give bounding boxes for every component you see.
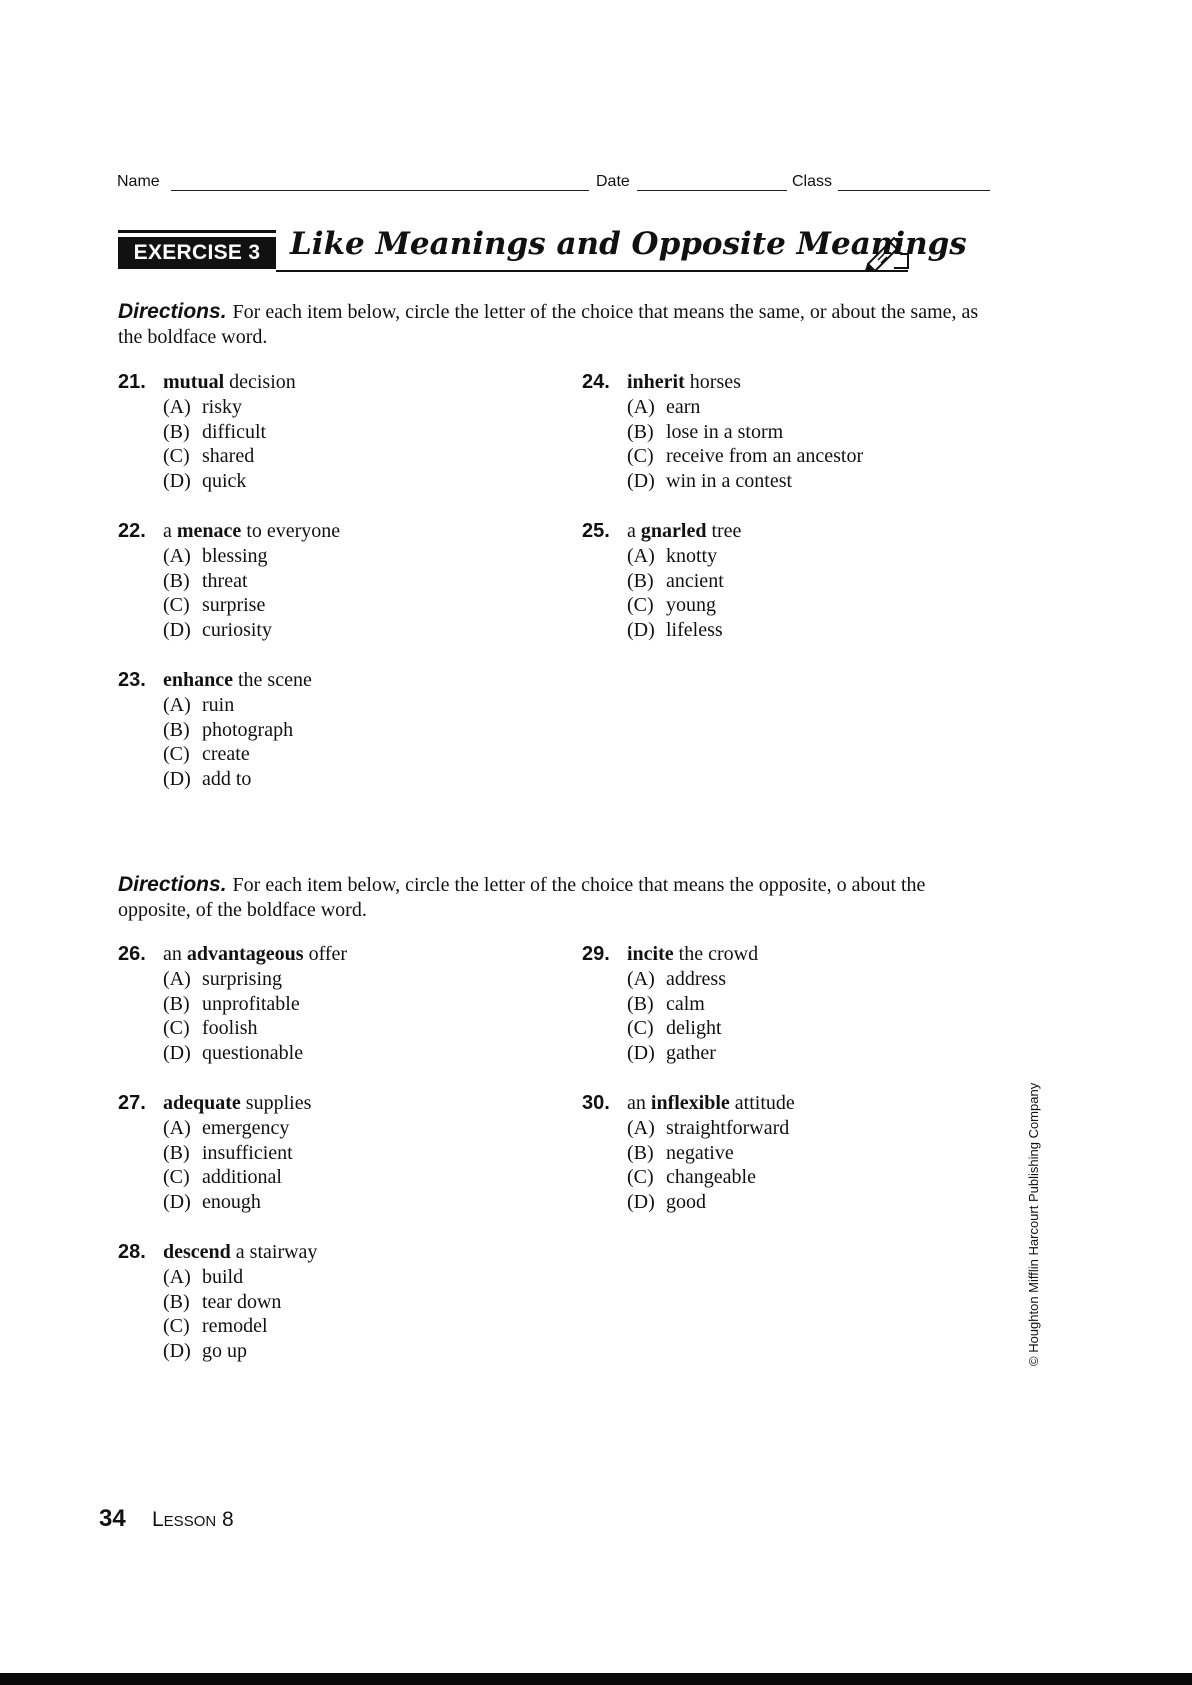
choice-text: threat — [202, 569, 248, 592]
directions-label: Directions. — [118, 300, 227, 323]
choice-c[interactable] — [627, 444, 863, 469]
choice-text: go up — [202, 1339, 247, 1362]
question-number: 30. — [582, 1092, 610, 1114]
choice-b[interactable] — [627, 420, 863, 445]
choice-c[interactable] — [627, 593, 741, 618]
choice-letter: (B) — [163, 718, 190, 741]
choice-text: remodel — [202, 1315, 268, 1338]
choice-letter: (A) — [627, 968, 655, 990]
name-field[interactable] — [171, 190, 589, 191]
boldface-word: adequate — [163, 1092, 241, 1114]
choice-text: ruin — [202, 694, 235, 716]
choice-a[interactable] — [163, 544, 340, 569]
choice-c[interactable] — [163, 1016, 347, 1041]
choice-letter: (C) — [627, 445, 654, 468]
choice-letter: (D) — [163, 469, 191, 492]
exercise-title: Like Meanings and Opposite Meanings — [290, 226, 967, 262]
choice-a[interactable] — [163, 395, 296, 420]
question-prefix: an — [163, 943, 187, 965]
choice-letter: (A) — [163, 1266, 191, 1288]
choice-text: add to — [202, 767, 252, 790]
choice-d[interactable] — [627, 469, 863, 494]
choice-letter: (A) — [163, 968, 191, 990]
choice-b[interactable] — [627, 569, 741, 594]
choice-b[interactable] — [627, 992, 758, 1017]
choice-letter: (D) — [163, 767, 191, 790]
choice-c[interactable] — [627, 1165, 795, 1190]
choice-d[interactable] — [163, 1339, 317, 1364]
choice-letter: (C) — [627, 594, 654, 617]
choice-letter: (A) — [163, 1117, 191, 1139]
choice-text: lose in a storm — [666, 420, 784, 443]
boldface-word: incite — [627, 943, 674, 965]
choice-text: surprise — [202, 594, 266, 617]
choice-d[interactable] — [163, 469, 296, 494]
choice-text: knotty — [666, 545, 718, 567]
choice-letter: (C) — [163, 1166, 190, 1189]
choice-b[interactable] — [163, 420, 296, 445]
question-30 — [582, 1091, 795, 1214]
choice-a[interactable] — [163, 967, 347, 992]
question-number: 21. — [118, 371, 146, 393]
choice-letter: (B) — [627, 569, 654, 592]
directions-opposite — [118, 872, 1000, 923]
choice-b[interactable] — [163, 1290, 317, 1315]
choice-text: blessing — [202, 545, 268, 567]
question-29 — [582, 942, 758, 1065]
question-25 — [582, 519, 741, 642]
question-27 — [118, 1091, 311, 1214]
choice-letter: (C) — [627, 1017, 654, 1040]
question-suffix: horses — [684, 371, 741, 393]
choice-letter: (C) — [627, 1166, 654, 1189]
choice-text: good — [666, 1190, 706, 1213]
question-suffix: the crowd — [673, 943, 759, 965]
choice-letter: (D) — [163, 618, 191, 641]
choice-c[interactable] — [163, 742, 312, 767]
question-22 — [118, 519, 340, 642]
boldface-word: mutual — [163, 371, 225, 393]
choice-text: enough — [202, 1190, 261, 1213]
choice-letter: (D) — [163, 1339, 191, 1362]
choice-text: difficult — [202, 420, 267, 443]
choice-letter: (A) — [627, 545, 655, 567]
boldface-word: inflexible — [650, 1092, 730, 1114]
choice-text: questionable — [202, 1041, 304, 1064]
choice-text: additional — [202, 1166, 282, 1189]
boldface-word: advantageous — [186, 943, 304, 965]
lesson-label: Lesson 8 — [152, 1508, 234, 1531]
choice-text: surprising — [202, 968, 282, 990]
question-number: 26. — [118, 943, 146, 965]
choice-d[interactable] — [627, 1041, 758, 1066]
choice-text: tear down — [202, 1290, 282, 1313]
choice-letter: (D) — [627, 1190, 655, 1213]
choice-text: earn — [666, 396, 701, 418]
question-suffix: a stairway — [230, 1241, 318, 1263]
choice-text: receive from an ancestor — [666, 445, 864, 468]
choice-letter: (B) — [163, 1290, 190, 1313]
choice-text: changeable — [666, 1166, 756, 1189]
question-24 — [582, 370, 863, 493]
exercise-badge: EXERCISE 3 — [118, 237, 276, 269]
question-number: 28. — [118, 1241, 146, 1263]
choice-text: young — [666, 594, 716, 617]
choice-letter: (D) — [163, 1041, 191, 1064]
page-number: 34 — [99, 1505, 126, 1532]
choice-letter: (B) — [163, 992, 190, 1015]
boldface-word: gnarled — [640, 520, 707, 542]
choice-letter: (C) — [163, 1017, 190, 1040]
question-suffix: supplies — [240, 1092, 312, 1114]
choice-text: delight — [666, 1017, 722, 1040]
choice-letter: (A) — [627, 396, 655, 418]
choice-letter: (D) — [627, 618, 655, 641]
choice-letter: (C) — [163, 445, 190, 468]
choice-a[interactable] — [163, 1116, 311, 1141]
choice-d[interactable] — [163, 618, 340, 643]
question-number: 27. — [118, 1092, 146, 1114]
choice-a[interactable] — [163, 1265, 317, 1290]
question-suffix: the scene — [233, 669, 312, 691]
question-number: 23. — [118, 669, 146, 691]
question-suffix: attitude — [729, 1092, 795, 1114]
choice-a[interactable] — [627, 544, 741, 569]
boldface-word: menace — [176, 520, 242, 542]
scan-edge-bar — [0, 1673, 1192, 1685]
choice-letter: (C) — [163, 594, 190, 617]
question-prefix: an — [627, 1092, 651, 1114]
choice-d[interactable] — [163, 1041, 347, 1066]
question-suffix: decision — [224, 371, 296, 393]
choice-d[interactable] — [627, 1190, 795, 1215]
choice-b[interactable] — [627, 1141, 795, 1166]
boldface-word: inherit — [627, 371, 685, 393]
pencil-writing-icon — [864, 236, 912, 277]
choice-text: negative — [666, 1141, 734, 1164]
choice-d[interactable] — [627, 618, 741, 643]
question-number: 24. — [582, 371, 610, 393]
class-field[interactable] — [838, 190, 990, 191]
date-field[interactable] — [637, 190, 787, 191]
choice-text: win in a contest — [666, 469, 793, 492]
question-21 — [118, 370, 296, 493]
date-label: Date — [596, 173, 630, 190]
question-23 — [118, 668, 312, 791]
question-prefix: a — [627, 520, 641, 542]
boldface-word: descend — [163, 1241, 231, 1263]
question-26 — [118, 942, 347, 1065]
choice-c[interactable] — [163, 1314, 317, 1339]
directions-text: For each item below, circle the letter of the choice that means the opposite, o about the opposite, of the boldface word. — [118, 874, 926, 921]
choice-d[interactable] — [163, 1190, 311, 1215]
choice-c[interactable] — [627, 1016, 758, 1041]
question-suffix: offer — [303, 943, 348, 965]
choice-text: shared — [202, 445, 255, 468]
name-label: Name — [117, 173, 160, 190]
choice-letter: (B) — [163, 569, 190, 592]
choice-text: lifeless — [666, 618, 723, 641]
choice-a[interactable] — [627, 395, 863, 420]
choice-b[interactable] — [163, 992, 347, 1017]
choice-letter: (D) — [627, 469, 655, 492]
choice-b[interactable] — [163, 718, 312, 743]
boldface-word: enhance — [163, 669, 233, 691]
choice-letter: (A) — [163, 694, 191, 716]
choice-text: calm — [666, 992, 705, 1015]
choice-text: build — [202, 1266, 244, 1288]
question-28 — [118, 1240, 317, 1363]
copyright-notice: © Houghton Mifflin Harcourt Publishing Company — [1026, 1082, 1041, 1366]
choice-a[interactable] — [163, 693, 312, 718]
choice-text: straightforward — [666, 1117, 790, 1139]
choice-text: unprofitable — [202, 992, 300, 1015]
choice-letter: (D) — [627, 1041, 655, 1064]
directions-label: Directions. — [118, 873, 227, 896]
choice-text: photograph — [202, 718, 294, 741]
choice-letter: (B) — [627, 420, 654, 443]
choice-text: emergency — [202, 1117, 290, 1139]
choice-letter: (A) — [163, 545, 191, 567]
title-top-rule — [118, 230, 276, 233]
choice-letter: (C) — [163, 743, 190, 766]
choice-text: curiosity — [202, 618, 272, 641]
choice-letter: (A) — [163, 396, 191, 418]
choice-a[interactable] — [627, 967, 758, 992]
choice-letter: (B) — [163, 1141, 190, 1164]
choice-letter: (B) — [163, 420, 190, 443]
choice-c[interactable] — [163, 593, 340, 618]
choice-b[interactable] — [163, 569, 340, 594]
choice-letter: (D) — [163, 1190, 191, 1213]
choice-letter: (B) — [627, 992, 654, 1015]
choice-text: foolish — [202, 1017, 258, 1040]
question-suffix: tree — [706, 520, 742, 542]
choice-b[interactable] — [163, 1141, 311, 1166]
title-underline — [276, 270, 908, 272]
question-number: 29. — [582, 943, 610, 965]
choice-d[interactable] — [163, 767, 312, 792]
choice-text: risky — [202, 396, 242, 418]
choice-text: quick — [202, 469, 247, 492]
choice-text: gather — [666, 1041, 716, 1064]
choice-c[interactable] — [163, 1165, 311, 1190]
class-label: Class — [792, 173, 833, 190]
choice-letter: (C) — [163, 1315, 190, 1338]
choice-text: ancient — [666, 569, 724, 592]
question-number: 22. — [118, 520, 146, 542]
choice-a[interactable] — [627, 1116, 795, 1141]
directions-same — [118, 299, 1000, 350]
choice-letter: (B) — [627, 1141, 654, 1164]
question-prefix: a — [163, 520, 177, 542]
choice-c[interactable] — [163, 444, 296, 469]
question-number: 25. — [582, 520, 610, 542]
directions-text: For each item below, circle the letter of the choice that means the same, or about the same, as the boldface word. — [118, 301, 979, 348]
choice-letter: (A) — [627, 1117, 655, 1139]
question-suffix: to everyone — [241, 520, 341, 542]
choice-text: insufficient — [202, 1141, 293, 1164]
choice-text: address — [666, 968, 726, 990]
choice-text: create — [202, 743, 250, 766]
